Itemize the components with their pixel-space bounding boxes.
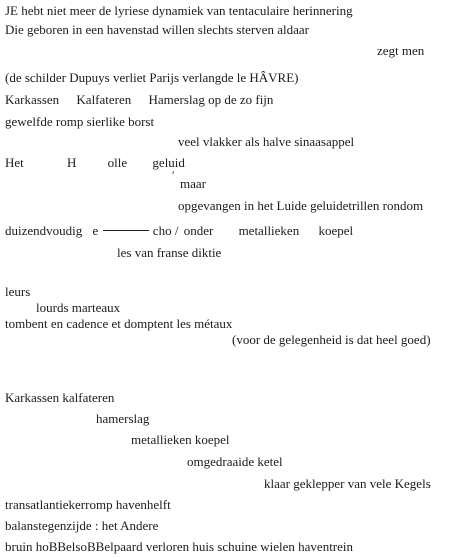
- echo-cho: cho: [152, 223, 172, 238]
- poem-line-1: JE hebt niet meer de lyriese dynamiek van tentaculaire herinnering: [5, 3, 353, 18]
- poem-line-7: veel vlakker als halve sinaasappel: [178, 134, 355, 149]
- poem-line-16: (voor de gelegenheid is dat heel goed): [232, 332, 431, 347]
- poem-line-20: omgedraaide ketel: [187, 454, 283, 469]
- poem-line-11: [5, 223, 353, 238]
- word-duizendvoudig: duizendvoudig: [5, 223, 83, 238]
- echo-e: e: [92, 223, 99, 238]
- poem-line-6: gewelfde romp sierlike borst: [5, 114, 155, 129]
- word-koepel: koepel: [318, 223, 354, 238]
- poem-line-12: les van franse diktie: [117, 245, 222, 260]
- poem-line-22: transatlantiekerromp havenhelft: [5, 497, 171, 512]
- poem-line-3: zegt men: [377, 43, 425, 58]
- poem-line-18: hamerslag: [96, 411, 150, 426]
- poem-line-5: [5, 92, 273, 107]
- poem-line-10: opgevangen in het Luide geluidetrillen rondom: [178, 198, 424, 213]
- word-hamerslag-phrase: Hamerslag op de zo fijn: [148, 92, 274, 107]
- poem-line-14: lourds marteaux: [36, 300, 121, 315]
- poem-line-17: Karkassen kalfateren: [5, 390, 115, 405]
- word-karkassen: Karkassen: [5, 92, 60, 107]
- poem-line-2: Die geboren in een havenstad willen slechts sterven aldaar: [5, 22, 309, 37]
- poem-line-4: (de schilder Dupuys verliet Parijs verlangde le HÂVRE): [5, 70, 299, 85]
- echo-slash: /: [174, 223, 179, 238]
- poem-line-19: metallieken koepel: [131, 432, 230, 447]
- word-metallieken: metallieken: [238, 223, 300, 238]
- poem-line-23: balanstegenzijde : het Andere: [5, 518, 159, 533]
- letter-h: H: [67, 155, 77, 170]
- word-onder: onder: [183, 223, 214, 238]
- poem-line-15: tombent en cadence et domptent les métaux: [5, 316, 233, 331]
- word-geluid: geluid: [152, 155, 185, 170]
- poem-line-24: bruin hoBBelsoBBelpaard verloren huis schuine wielen haventrein: [5, 539, 354, 554]
- poem-line-13: leurs: [5, 284, 31, 299]
- word-kalfateren: Kalfateren: [76, 92, 132, 107]
- poem-line-21: klaar geklepper van vele Kegels: [264, 476, 431, 491]
- word-het: Het: [5, 155, 24, 170]
- echo-dash-rule: [103, 230, 149, 231]
- word-olle: olle: [107, 155, 128, 170]
- poem-line-8: [5, 155, 185, 170]
- accent-mark: ′: [172, 168, 175, 182]
- poem-line-9: maar: [180, 176, 206, 191]
